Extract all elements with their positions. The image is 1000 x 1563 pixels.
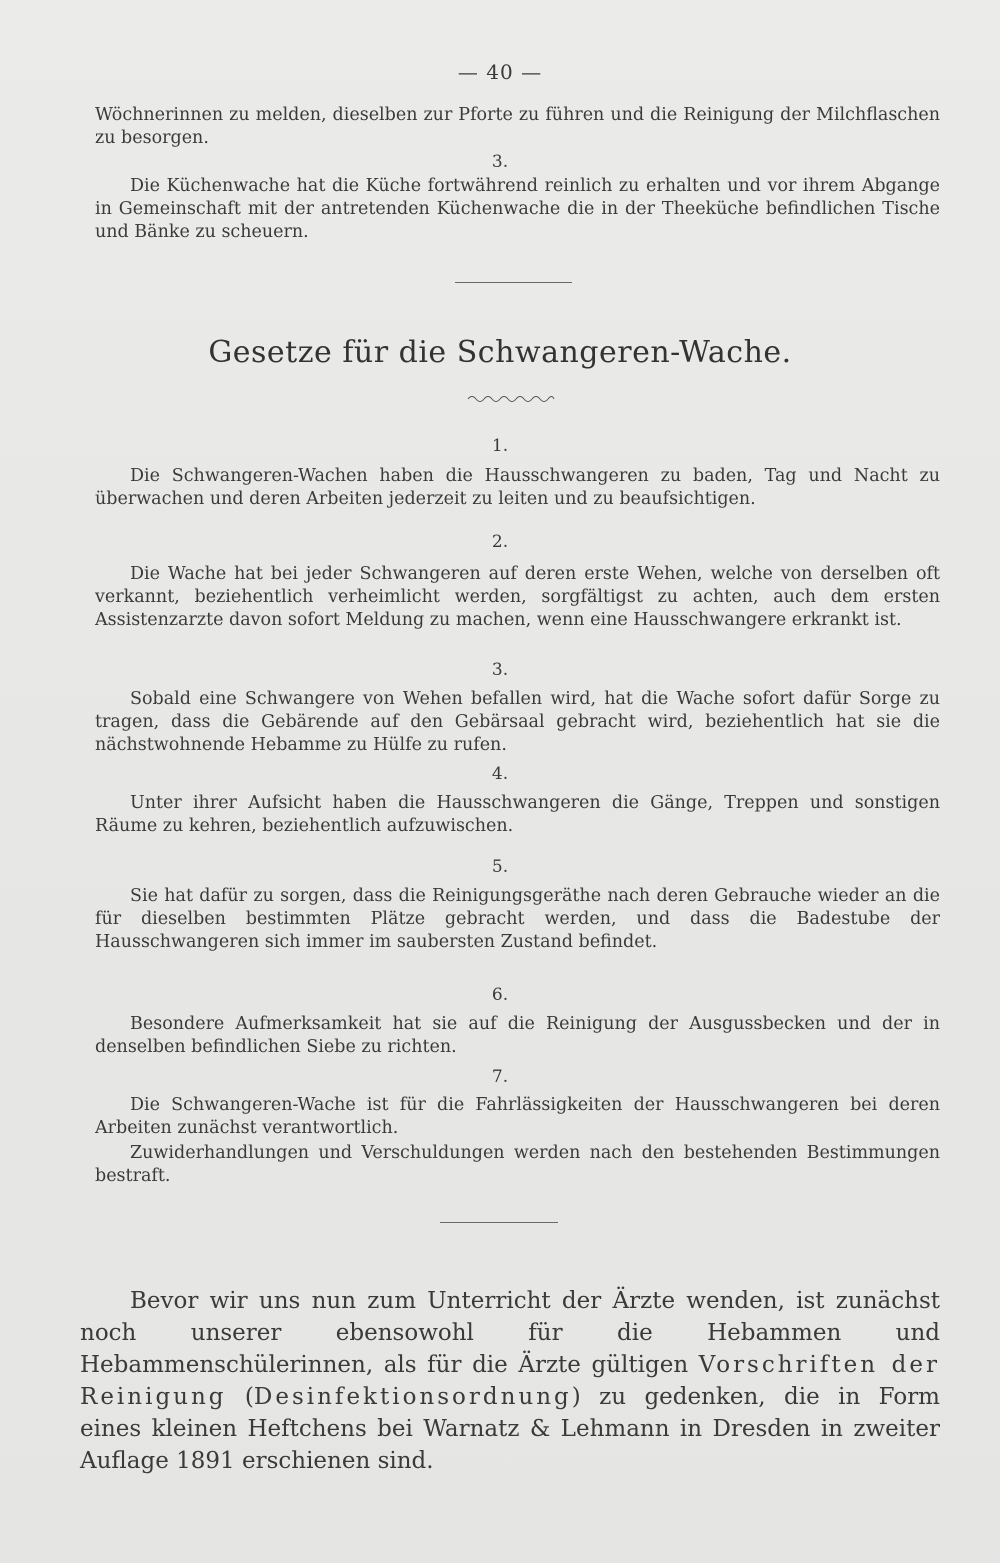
rule-text-5: Sie hat dafür zu sorgen, dass die Reinigungsgeräthe nach deren Gebrauche wieder an die für dieselben bestimmten Plätze gebracht werden, und dass die Badestube der Hausschwangeren sich immer im saubersten Zustand befindet.: [95, 886, 940, 952]
closing-text-part-1: Bevor wir uns nun zum Unterricht der Ärzte wenden, ist zunächst noch unserer ebensowohl für die Hebammen und Hebammenschülerinnen, als für die Ärzte gültigen: [80, 1288, 940, 1378]
divider-rule-top: [455, 282, 572, 283]
closing-text-part-3: ) zu gedenken, die in Form eines kleinen Heftchens bei Warnatz & Lehmann in Dresden in zweiter Auflage 1891 erschienen sind.: [80, 1384, 940, 1474]
rule-text-6: Besondere Aufmerksamkeit hat sie auf die Reinigung der Ausgussbecken und der in denselben befindlichen Siebe zu richten.: [95, 1014, 940, 1057]
rule-text-7: Die Schwangeren-Wache ist für die Fahrlässigkeiten der Hausschwangeren bei deren Arbeiten zunächst verantwortlich.: [95, 1095, 940, 1138]
closing-text-part-2: (: [226, 1384, 254, 1410]
rule-text-1: Die Schwangeren-Wachen haben die Hausschwangeren zu baden, Tag und Nacht zu überwachen und deren Arbeiten jederzeit zu leiten und zu beaufsichtigen.: [95, 466, 940, 509]
page-number: — 40 —: [457, 60, 543, 84]
rule-text-2: Die Wache hat bei jeder Schwangeren auf deren erste Wehen, welche von derselben oft verkannt, beziehentlich verheimlicht werden, sorgfältigst zu achten, auch dem ersten Assistenzarzte davon sofort Meldung zu machen, wenn eine Hausschwangere erkrankt ist.: [95, 564, 940, 630]
rule-text-7-penalty: Zuwiderhandlungen und Verschuldungen werden nach den bestehenden Bestimmungen bestraft.: [95, 1143, 940, 1186]
rule-number-1: 1.: [491, 436, 509, 456]
intro-paragraph-1: Wöchnerinnen zu melden, dieselben zur Pforte zu führen und die Reinigung der Milchflaschen zu besorgen.: [95, 105, 940, 148]
rule-number-2: 2.: [491, 532, 509, 552]
rule-text-3: Sobald eine Schwangere von Wehen befallen wird, hat die Wache sofort dafür Sorge zu tragen, dass die Gebärende auf den Gebärsaal gebracht wird, beziehentlich hat sie die nächstwohnende Hebamme zu Hülfe zu rufen.: [95, 689, 940, 755]
divider-rule-bottom: [440, 1222, 558, 1223]
rule-number-5: 5.: [491, 857, 509, 877]
closing-paragraph: [80, 1285, 940, 1477]
closing-spaced-term-1: Vorschriften der Reinigung: [80, 1352, 940, 1410]
rule-text-4: Unter ihrer Aufsicht haben die Hausschwangeren die Gänge, Treppen und sonstigen Räume zu kehren, beziehentlich aufzuwischen.: [95, 793, 940, 836]
section-title: Gesetze für die Schwangeren-Wache.: [208, 335, 792, 370]
rule-number-3: 3.: [491, 660, 509, 680]
wavy-ornament-icon: [466, 391, 556, 405]
rule-number-4: 4.: [491, 764, 509, 784]
rule-number-7: 7.: [491, 1067, 509, 1087]
intro-number-3: 3.: [491, 152, 509, 172]
intro-paragraph-2: Die Küchenwache hat die Küche fortwährend reinlich zu erhalten und vor ihrem Abgange in Gemeinschaft mit der antretenden Küchenwache die in der Theeküche befindlichen Tische und Bänke zu scheuern.: [95, 176, 940, 242]
rule-number-6: 6.: [491, 985, 509, 1005]
closing-spaced-term-2: Desinfektionsordnung: [253, 1384, 572, 1410]
